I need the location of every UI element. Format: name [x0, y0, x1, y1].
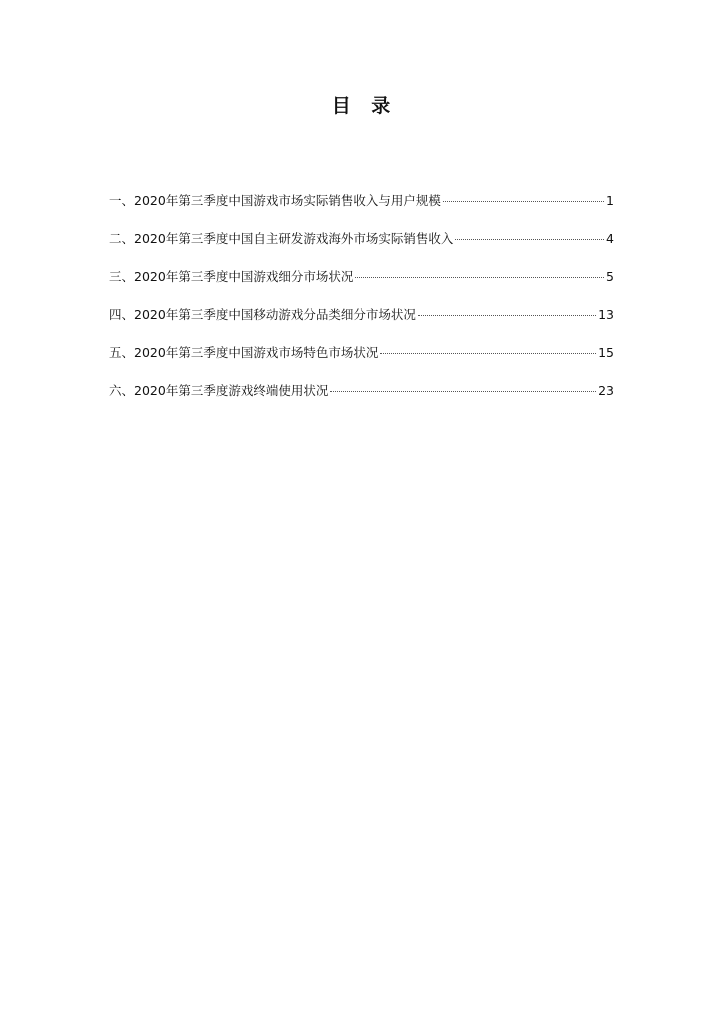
toc-dot-leader: [330, 391, 596, 392]
toc-dot-leader: [418, 315, 596, 316]
toc-entry-text: 2020年第三季度中国自主研发游戏海外市场实际销售收入: [134, 231, 454, 246]
toc-entry-text: 2020年第三季度中国游戏细分市场状况: [134, 269, 354, 284]
toc-entry-text: 2020年第三季度中国游戏市场实际销售收入与用户规模: [134, 193, 441, 208]
toc-entry-number: 四、: [109, 307, 135, 322]
table-of-contents: [109, 192, 614, 420]
toc-entry-text: 2020年第三季度中国移动游戏分品类细分市场状况: [134, 307, 416, 322]
toc-entry-page: 23: [598, 383, 614, 398]
toc-dot-leader: [355, 277, 604, 278]
toc-entry-page: 13: [598, 307, 614, 322]
toc-entry-5[interactable]: [109, 344, 614, 382]
toc-entry-page: 15: [598, 345, 614, 360]
toc-entry-number: 五、: [109, 345, 135, 360]
toc-dot-leader: [455, 239, 604, 240]
toc-entry-page: 4: [606, 231, 614, 246]
toc-dot-leader: [380, 353, 596, 354]
toc-entry-page: 1: [606, 193, 614, 208]
toc-entry-text: 2020年第三季度游戏终端使用状况: [134, 383, 329, 398]
toc-entry-4[interactable]: [109, 306, 614, 344]
toc-dot-leader: [443, 201, 604, 202]
toc-entry-1[interactable]: [109, 192, 614, 230]
toc-entry-number: 一、: [109, 193, 135, 208]
toc-entry-number: 二、: [109, 231, 135, 246]
toc-title: 目 录: [331, 95, 393, 117]
toc-entry-6[interactable]: [109, 382, 614, 420]
toc-entry-number: 六、: [109, 383, 135, 398]
toc-entry-3[interactable]: [109, 268, 614, 306]
toc-entry-number: 三、: [109, 269, 135, 284]
toc-entry-text: 2020年第三季度中国游戏市场特色市场状况: [134, 345, 379, 360]
toc-entry-2[interactable]: [109, 230, 614, 268]
toc-entry-page: 5: [606, 269, 614, 284]
